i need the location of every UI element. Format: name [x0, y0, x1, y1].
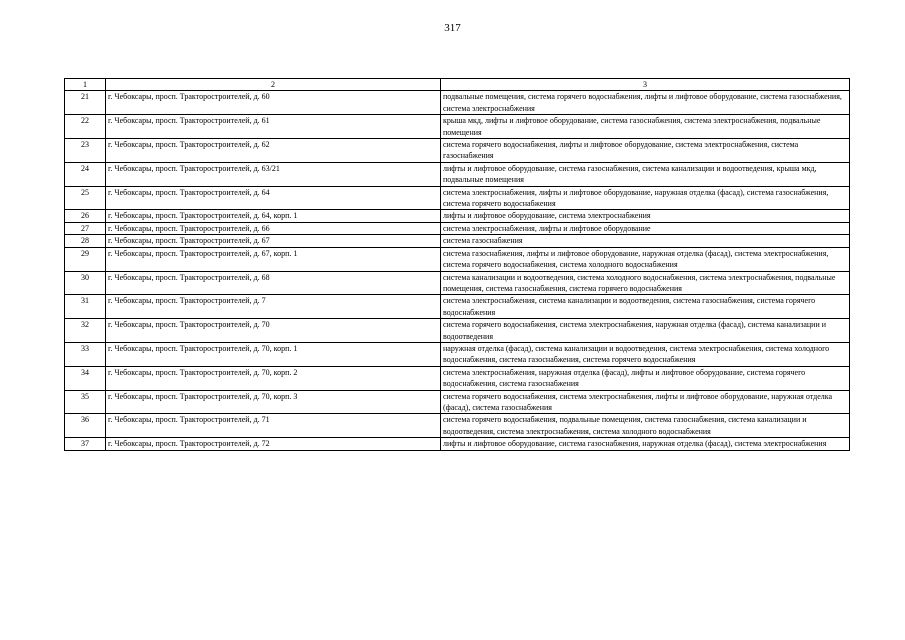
table-row [65, 342, 850, 366]
row-number-cell: 26 [65, 210, 106, 222]
systems-cell: крыша мкд, лифты и лифтовое оборудование, система газоснабжения, система электроснабжения, подвальные помещения [441, 115, 850, 139]
address-cell: г. Чебоксары, просп. Тракторостроителей, д. 61 [106, 115, 441, 139]
address-cell: г. Чебоксары, просп. Тракторостроителей, д. 63/21 [106, 162, 441, 186]
row-number-cell: 37 [65, 438, 106, 450]
row-number-cell: 35 [65, 390, 106, 414]
column-header-3: 3 [441, 79, 850, 91]
address-cell: г. Чебоксары, просп. Тракторостроителей, д. 62 [106, 139, 441, 163]
row-number-cell: 31 [65, 295, 106, 319]
systems-cell: система горячего водоснабжения, лифты и лифтовое оборудование, система электроснабжения, система газоснабжения [441, 139, 850, 163]
column-header-1: 1 [65, 79, 106, 91]
systems-cell: система электроснабжения, наружная отделка (фасад), лифты и лифтовое оборудование, система горячего водоснабжения, система газоснабжения [441, 366, 850, 390]
systems-cell: система горячего водоснабжения, система электроснабжения, наружная отделка (фасад), система канализации и водоотведения [441, 319, 850, 343]
systems-cell: лифты и лифтовое оборудование, система газоснабжения, система канализации и водоотведения, крыша мкд, подвальные помещения [441, 162, 850, 186]
row-number-cell: 24 [65, 162, 106, 186]
row-number-cell: 36 [65, 414, 106, 438]
row-number-cell: 22 [65, 115, 106, 139]
row-number-cell: 33 [65, 342, 106, 366]
building-systems-table [64, 78, 850, 451]
systems-cell: наружная отделка (фасад), система канализации и водоотведения, система электроснабжения, система холодного водоснабжения, система газоснабжения, система горячего водоснабжения [441, 342, 850, 366]
address-cell: г. Чебоксары, просп. Тракторостроителей, д. 64, корп. 1 [106, 210, 441, 222]
row-number-cell: 29 [65, 247, 106, 271]
systems-cell: система газоснабжения, лифты и лифтовое оборудование, наружная отделка (фасад), система электроснабжения, система горячего водоснабжения, система холодного водоснабжения [441, 247, 850, 271]
systems-cell: система горячего водоснабжения, система электроснабжения, лифты и лифтовое оборудование, наружная отделка (фасад), система газоснабжения [441, 390, 850, 414]
table-row [65, 162, 850, 186]
address-cell: г. Чебоксары, просп. Тракторостроителей, д. 70, корп. 3 [106, 390, 441, 414]
table-header-row [65, 79, 850, 91]
systems-cell: подвальные помещения, система горячего водоснабжения, лифты и лифтовое оборудование, система газоснабжения, система электроснабжения [441, 91, 850, 115]
systems-cell: лифты и лифтовое оборудование, система газоснабжения, наружная отделка (фасад), система электроснабжения [441, 438, 850, 450]
table-row [65, 210, 850, 222]
table-row [65, 390, 850, 414]
table-body [65, 79, 850, 451]
address-cell: г. Чебоксары, просп. Тракторостроителей, д. 7 [106, 295, 441, 319]
table-row [65, 91, 850, 115]
table-row [65, 115, 850, 139]
row-number-cell: 27 [65, 222, 106, 234]
systems-cell: система канализации и водоотведения, система холодного водоснабжения, система электроснабжения, подвальные помещения, система газоснабжения, система горячего водоснабжения [441, 271, 850, 295]
row-number-cell: 32 [65, 319, 106, 343]
systems-cell: система электроснабжения, система канализации и водоотведения, система газоснабжения, система горячего водоснабжения [441, 295, 850, 319]
address-cell: г. Чебоксары, просп. Тракторостроителей, д. 70 [106, 319, 441, 343]
address-cell: г. Чебоксары, просп. Тракторостроителей, д. 71 [106, 414, 441, 438]
table-row [65, 186, 850, 210]
table-row [65, 247, 850, 271]
address-cell: г. Чебоксары, просп. Тракторостроителей, д. 70, корп. 1 [106, 342, 441, 366]
address-cell: г. Чебоксары, просп. Тракторостроителей, д. 68 [106, 271, 441, 295]
address-cell: г. Чебоксары, просп. Тракторостроителей, д. 70, корп. 2 [106, 366, 441, 390]
systems-cell: система электроснабжения, лифты и лифтовое оборудование, наружная отделка (фасад), система газоснабжения, система горячего водоснабжения [441, 186, 850, 210]
table-row [65, 235, 850, 247]
table-row [65, 319, 850, 343]
systems-cell: система электроснабжения, лифты и лифтовое оборудование [441, 222, 850, 234]
systems-cell: лифты и лифтовое оборудование, система электроснабжения [441, 210, 850, 222]
address-cell: г. Чебоксары, просп. Тракторостроителей, д. 67 [106, 235, 441, 247]
address-cell: г. Чебоксары, просп. Тракторостроителей, д. 72 [106, 438, 441, 450]
table-row [65, 271, 850, 295]
column-header-2: 2 [106, 79, 441, 91]
table-row [65, 414, 850, 438]
row-number-cell: 28 [65, 235, 106, 247]
address-cell: г. Чебоксары, просп. Тракторостроителей, д. 64 [106, 186, 441, 210]
row-number-cell: 25 [65, 186, 106, 210]
systems-cell: система газоснабжения [441, 235, 850, 247]
address-cell: г. Чебоксары, просп. Тракторостроителей, д. 60 [106, 91, 441, 115]
page-number: 317 [444, 22, 461, 34]
table-row [65, 139, 850, 163]
table-row [65, 366, 850, 390]
row-number-cell: 21 [65, 91, 106, 115]
address-cell: г. Чебоксары, просп. Тракторостроителей, д. 66 [106, 222, 441, 234]
table-row [65, 438, 850, 450]
address-cell: г. Чебоксары, просп. Тракторостроителей, д. 67, корп. 1 [106, 247, 441, 271]
systems-cell: система горячего водоснабжения, подвальные помещения, система газоснабжения, система канализации и водоотведения, система электроснабжения, система холодного водоснабжения [441, 414, 850, 438]
table-row [65, 222, 850, 234]
row-number-cell: 23 [65, 139, 106, 163]
row-number-cell: 34 [65, 366, 106, 390]
row-number-cell: 30 [65, 271, 106, 295]
table-row [65, 295, 850, 319]
